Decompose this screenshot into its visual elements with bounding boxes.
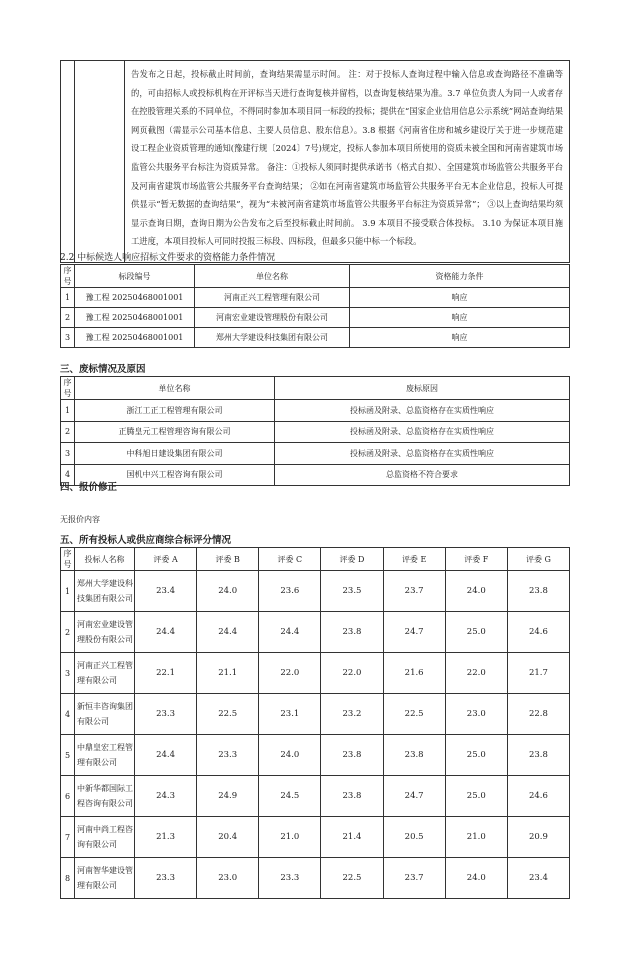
score-judge-c: 23.6 [259,571,321,612]
score-judge-g: 24.6 [507,612,569,653]
score-judge-g: 24.6 [507,776,569,817]
company-name: 正腾皇元工程管理咨询有限公司 [75,421,275,443]
table-row [61,421,570,443]
score-judge-b: 22.5 [197,694,259,735]
aband-header-reason: 废标原因 [275,377,570,400]
table-row [61,571,570,612]
score-judge-c: 24.0 [259,735,321,776]
row-number: 4 [61,694,75,735]
score-judge-f: 24.0 [445,858,507,899]
scores-header-judge-b: 评委 B [197,548,259,571]
abandoned-heading: 三、废标情况及原因 [60,364,146,375]
row-number: 6 [61,776,75,817]
score-judge-e: 24.7 [383,776,445,817]
qual-header-company: 单位名称 [195,265,350,288]
score-judge-e: 22.5 [383,694,445,735]
score-judge-f: 23.0 [445,694,507,735]
score-judge-b: 23.3 [197,735,259,776]
scores-table [60,547,570,899]
score-judge-e: 23.7 [383,858,445,899]
score-judge-c: 21.0 [259,817,321,858]
table-row [61,694,570,735]
score-judge-b: 21.1 [197,653,259,694]
aband-header-no: 序号 [61,377,75,400]
table-row [61,464,570,486]
bidder-name: 新恒丰咨询集团有限公司 [75,694,135,735]
score-judge-d: 21.4 [321,817,383,858]
section-code: 豫工程 20250468001001 [75,288,195,308]
row-number: 2 [61,308,75,328]
table-row [61,612,570,653]
bidder-name: 河南宏业建设管理股份有限公司 [75,612,135,653]
score-judge-f: 21.0 [445,817,507,858]
score-judge-d: 22.5 [321,858,383,899]
scores-header-bidder: 投标人名称 [75,548,135,571]
section-code: 豫工程 20250468001001 [75,308,195,328]
score-judge-e: 23.7 [383,571,445,612]
table-row [61,288,570,308]
table-row [61,776,570,817]
bidder-name: 河南中尚工程咨询有限公司 [75,817,135,858]
score-judge-e: 20.5 [383,817,445,858]
score-judge-c: 24.5 [259,776,321,817]
scores-header-no: 序号 [61,548,75,571]
score-judge-a: 24.3 [135,776,197,817]
score-judge-e: 23.8 [383,735,445,776]
scores-header-judge-g: 评委 G [507,548,569,571]
row-number: 1 [61,400,75,422]
scores-header-judge-f: 评委 F [445,548,507,571]
condition-result: 响应 [350,328,570,348]
company-name: 河南宏业建设管理股份有限公司 [195,308,350,328]
score-judge-a: 21.3 [135,817,197,858]
abandon-reason: 投标函及附录、总监资格存在实质性响应 [275,400,570,422]
score-judge-a: 24.4 [135,612,197,653]
row-number: 5 [61,735,75,776]
row-number: 2 [61,421,75,443]
row-number: 3 [61,328,75,348]
score-judge-f: 25.0 [445,776,507,817]
score-judge-a: 23.4 [135,571,197,612]
table-row [61,443,570,465]
scores-header-judge-d: 评委 D [321,548,383,571]
abandoned-header-row [61,377,570,400]
notes-blank-cell-1 [61,61,75,263]
section-code: 豫工程 20250468001001 [75,328,195,348]
score-judge-d: 23.8 [321,776,383,817]
table-row [61,735,570,776]
row-number: 4 [61,464,75,486]
condition-result: 响应 [350,288,570,308]
table-row [61,653,570,694]
score-judge-a: 22.1 [135,653,197,694]
score-judge-d: 23.8 [321,735,383,776]
bidder-name: 河南智华建设管理有限公司 [75,858,135,899]
score-judge-d: 23.8 [321,612,383,653]
score-judge-a: 23.3 [135,858,197,899]
score-judge-g: 22.8 [507,694,569,735]
price-correction-text: 无报价内容 [60,515,100,524]
score-judge-f: 25.0 [445,735,507,776]
abandoned-bids-table [60,376,570,486]
qualification-table [60,264,570,348]
scores-heading: 五、所有投标人或供应商综合标评分情况 [60,535,232,546]
score-judge-d: 23.2 [321,694,383,735]
qual-header-no: 序号 [61,265,75,288]
price-correction-heading: 四、报价修正 [60,482,118,493]
score-judge-e: 21.6 [383,653,445,694]
score-judge-b: 24.4 [197,612,259,653]
row-number: 3 [61,443,75,465]
score-judge-d: 22.0 [321,653,383,694]
score-judge-c: 22.0 [259,653,321,694]
score-judge-c: 23.1 [259,694,321,735]
score-judge-g: 20.9 [507,817,569,858]
row-number: 3 [61,653,75,694]
scores-header-judge-c: 评委 C [259,548,321,571]
notes-blank-cell-2 [75,61,125,263]
scores-header-row [61,548,570,571]
score-judge-b: 24.0 [197,571,259,612]
qualification-heading: 2.2 中标候选人响应招标文件要求的资格能力条件情况 [60,253,276,263]
score-judge-b: 23.0 [197,858,259,899]
score-judge-g: 23.8 [507,571,569,612]
score-judge-f: 22.0 [445,653,507,694]
row-number: 1 [61,571,75,612]
qualification-header-row [61,265,570,288]
score-judge-g: 23.4 [507,858,569,899]
company-name: 郑州大学建设科技集团有限公司 [195,328,350,348]
abandon-reason: 投标函及附录、总监资格存在实质性响应 [275,443,570,465]
score-judge-b: 20.4 [197,817,259,858]
company-name: 浙江工正工程管理有限公司 [75,400,275,422]
row-number: 1 [61,288,75,308]
score-judge-c: 24.4 [259,612,321,653]
bidder-name: 郑州大学建设科技集团有限公司 [75,571,135,612]
company-name: 河南正兴工程管理有限公司 [195,288,350,308]
qual-header-section: 标段编号 [75,265,195,288]
company-name: 国机中兴工程咨询有限公司 [75,464,275,486]
table-row [61,308,570,328]
score-judge-a: 24.4 [135,735,197,776]
table-row [61,400,570,422]
notes-text: 告发布之日起，投标截止时间前，查询结果需显示时间。 注：对于投标人查询过程中输入信息或查询路径不准确等的，可由招标人或投标机构在开评标当天进行查询复核并留档，以查询复核结果为准。3.7 单位负责人为同一人或者存在控股管理关系的不同单位，不得同时参加本项目同一标段的投标；提供在“国家企业信用信息公示系统”网站查询结果网页截图（需显示公司基本信息、主要人员信息、股东信息）。3.8 根据《河南省住房和城乡建设厅关于进一步规范建设工程企业资质管理的通知(豫建行规〔2024〕7号)规定，投标人参加本项目所使用的资质未被全国和河南省建筑市场监管公共服务平台标注为资质异常。 备注：①投标人须同时提供承诺书（格式自拟）、全国建筑市场监管公共服务平台及河南省建筑市场监管公共服务平台查询结果； ②如在河南省建筑市场监管公共服务平台无本企业信息，投标人可提供显示“暂无数据的查询结果”，视为“未被河南省建筑市场监管公共服务平台标注为资质异常”； ③以上查询结果均须显示查询日期，查询日期为公告发布之后至投标截止时间前。 3.9 本项目不接受联合体投标。 3.10 为保证本项目施工进度，本项目投标人可同时投报三标段、四标段，但最多只能中标一个标段。 [125,61,570,263]
score-judge-a: 23.3 [135,694,197,735]
scores-header-judge-a: 评委 A [135,548,197,571]
score-judge-g: 21.7 [507,653,569,694]
condition-result: 响应 [350,308,570,328]
row-number: 8 [61,858,75,899]
abandon-reason: 总监资格不符合要求 [275,464,570,486]
score-judge-f: 24.0 [445,571,507,612]
company-name: 中科旭日建设集团有限公司 [75,443,275,465]
score-judge-e: 24.7 [383,612,445,653]
bidder-name: 河南正兴工程管理有限公司 [75,653,135,694]
bidder-name: 中鼎皇宏工程管理有限公司 [75,735,135,776]
row-number: 2 [61,612,75,653]
aband-header-company: 单位名称 [75,377,275,400]
table-row [61,858,570,899]
score-judge-g: 23.8 [507,735,569,776]
table-row [61,817,570,858]
bidder-name: 中新华都国际工程咨询有限公司 [75,776,135,817]
abandon-reason: 投标函及附录、总监资格存在实质性响应 [275,421,570,443]
qual-header-condition: 资格能力条件 [350,265,570,288]
requirements-notes-table [60,60,570,263]
row-number: 7 [61,817,75,858]
score-judge-b: 24.9 [197,776,259,817]
table-row [61,328,570,348]
score-judge-d: 23.5 [321,571,383,612]
score-judge-c: 23.3 [259,858,321,899]
score-judge-f: 25.0 [445,612,507,653]
scores-header-judge-e: 评委 E [383,548,445,571]
